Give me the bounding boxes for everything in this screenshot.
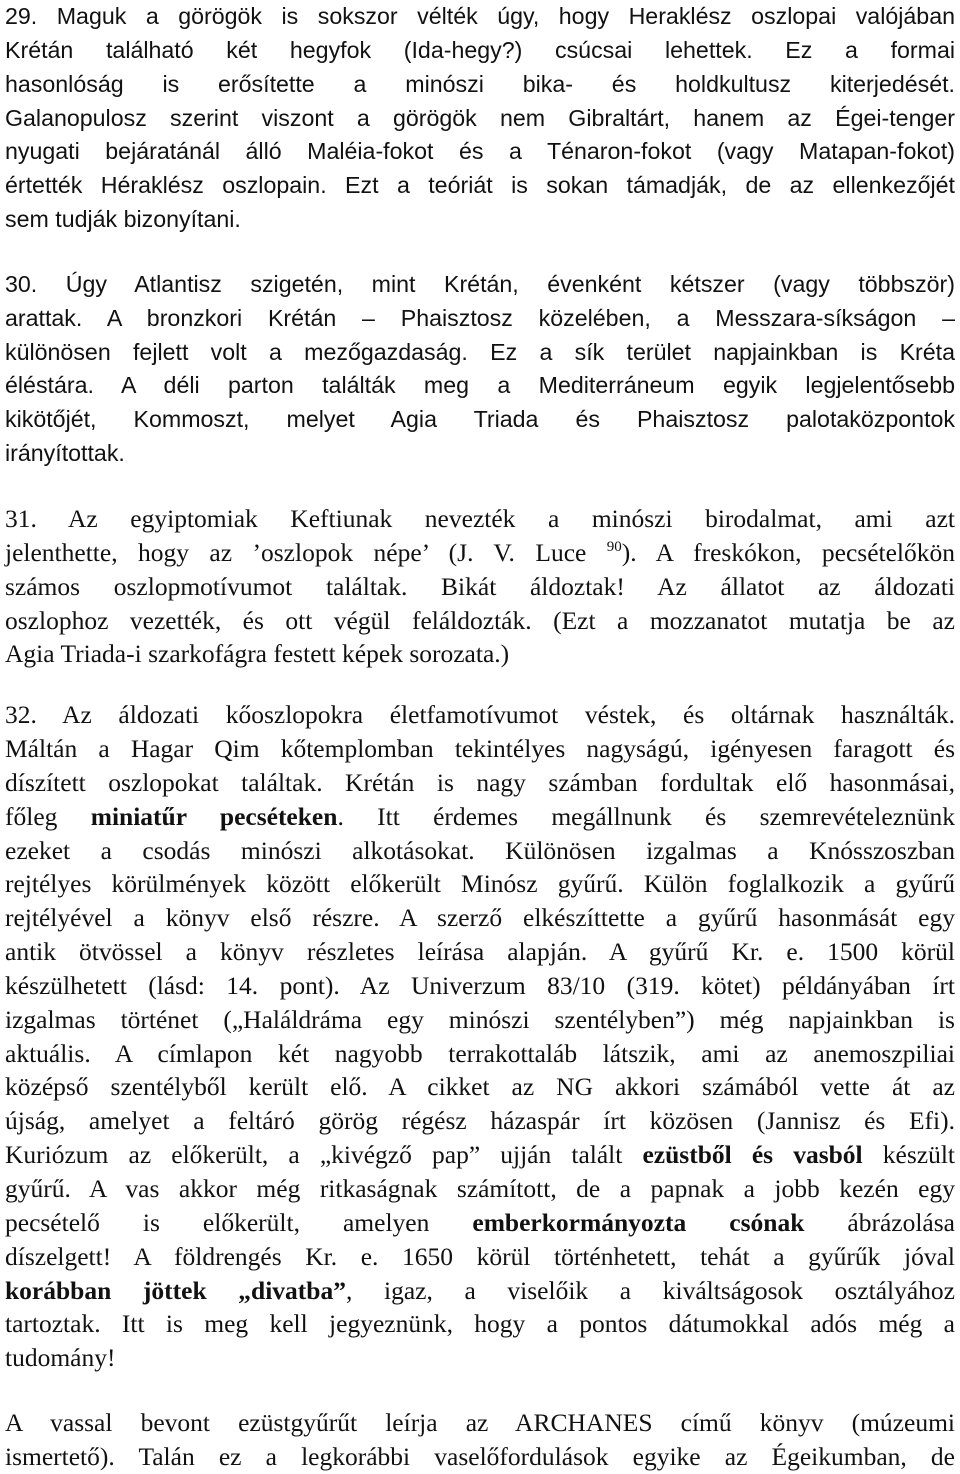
paragraph-33 — [5, 1406, 955, 1474]
paragraph-31 — [5, 502, 955, 671]
text-run: ). A freskókon, pecsételőkön — [621, 537, 955, 567]
bold-text: ezüstből és vasból — [642, 1140, 863, 1170]
text-line: tudomány! — [5, 1343, 116, 1373]
text-line: nyugati bejáratánál álló Maléia-fokot és a Ténaron-fokot (vagy Matapan-fokot) — [5, 138, 955, 165]
bold-text: korábban jöttek „divatba” — [5, 1275, 346, 1305]
text-line: antik ötvössel a könyv részletes leírása alapján. A gyűrű Kr. e. 1500 körül — [5, 937, 955, 967]
text-line: aktuális. A címlapon két nagyobb terrakottaláb látszik, ami az anemoszpiliai — [5, 1038, 955, 1068]
text-line: számos oszlopmotívumot találtak. Bikát áldoztak! Az állatot az áldozati — [5, 571, 955, 601]
text-line: ismertető). Talán ez a legkorábbi vaselőfordulások egyike az Égeikumban, de — [5, 1441, 955, 1471]
text-line: díszített oszlopokat találtak. Krétán is nagy számban fordultak elő hasonmásai, — [5, 767, 955, 797]
text-line: középső szentélyből került elő. A cikket az NG akkori számából vette át az — [5, 1072, 955, 1102]
text-line: rejtélyével a könyv első részre. A szerző elkészíttette a gyűrű hasonmását egy — [5, 903, 955, 933]
text-line: 31. Az egyiptomiak Keftiunak nevezték a minószi birodalmat, ami azt — [5, 503, 955, 533]
text-line: készülhetett (lásd: 14. pont). Az Univerzum 83/10 (319. kötet) példányában írt — [5, 970, 955, 1000]
bold-text: miniatűr pecséteken — [90, 801, 338, 831]
text-line: arattak. A bronzkori Krétán – Phaisztosz közelében, a Messzara-síkságon – — [5, 304, 955, 331]
text-run: ábrázolása — [804, 1207, 955, 1237]
text-line: 29. Maguk a görögök is sokszor vélték úgy, hogy Heraklész oszlopai valójában — [5, 3, 955, 29]
text-line: tartoztak. Itt is meg kell jegyeznünk, hogy a pontos dátumokkal adós még a — [5, 1309, 955, 1339]
text-run: jelenthette, hogy az ’oszlopok népe’ (J. V. Luce — [5, 537, 607, 567]
text-run: főleg — [5, 801, 91, 831]
text-line: oszlophoz vezették, és ott végül feláldozták. (Ezt a mozzanatot mutatja be az — [5, 605, 955, 635]
text-run: készült — [862, 1140, 956, 1170]
paragraph-gap — [5, 1375, 955, 1406]
footnote-ref: 90 — [606, 538, 622, 555]
text-line — [5, 1138, 955, 1172]
text-line — [5, 536, 955, 570]
text-line — [5, 1274, 955, 1308]
paragraph-gap — [5, 471, 955, 502]
text-line: Máltán a Hagar Qim kőtemplomban tekintélyes nagyságú, igényesen faragott és — [5, 734, 955, 764]
text-line: sem tudják bizonyítani. — [5, 206, 241, 233]
text-run: . Itt érdemes megállnunk és szemrevételeznünk — [337, 801, 955, 831]
text-run: , igaz, a viselőik a kiváltságosok osztályához — [345, 1275, 955, 1305]
text-line: rejtélyes körülmények között előkerült Minósz gyűrű. Külön foglalkozik a gyűrű — [5, 869, 955, 899]
text-line — [5, 1206, 955, 1240]
paragraph-29 — [5, 0, 955, 237]
text-line: 30. Úgy Atlantisz szigetén, mint Krétán, évenként kétszer (vagy többször) — [5, 270, 955, 297]
paragraph-gap — [5, 237, 955, 268]
text-line: Galanopulosz szerint viszont a görögök nem Gibraltárt, hanem az Égei-tenger — [5, 104, 955, 131]
text-line: díszelgett! A földrengés Kr. e. 1650 körül történhetett, tehát a gyűrűk jóval — [5, 1241, 955, 1271]
text-line: A vassal bevont ezüstgyűrűt leírja az ARCHANES című könyv (múzeumi — [5, 1408, 955, 1438]
text-line — [5, 800, 955, 834]
text-line: irányítottak. — [5, 440, 125, 467]
text-line: ezeket a csodás minószi alkotásokat. Különösen izgalmas a Knósszoszban — [5, 835, 955, 865]
text-line: Agia Triada-i szarkofágra festett képek sorozata.) — [5, 639, 510, 669]
text-run: pecsételő is előkerült, amelyen — [5, 1207, 473, 1237]
document-page — [5, 0, 955, 1474]
text-line: 32. Az áldozati kőoszlopokra életfamotívumot véstek, és oltárnak használták. — [5, 700, 955, 730]
text-line: izgalmas történet („Haláldráma egy minószi szentélyben”) még napjainkban is — [5, 1004, 955, 1034]
text-line: Krétán található két hegyfok (Ida-hegy?) csúcsai lehettek. Ez a formai — [5, 36, 955, 63]
text-line: értették Héraklész oszlopain. Ezt a teóriát is sokan támadják, de az ellenkezőjét — [5, 172, 955, 199]
bold-text: emberkormányozta csónak — [472, 1207, 805, 1237]
paragraph-30 — [5, 268, 955, 471]
text-line: éléstára. A déli parton találták meg a Mediterráneum egyik legjelentősebb — [5, 372, 955, 399]
paragraph-32 — [5, 698, 955, 1375]
text-line: gyűrű. A vas akkor még ritkaságnak számított, de a papnak a jobb kezén egy — [5, 1174, 955, 1203]
text-line: újság, amelyet a feltáró görög régész házaspár írt közösen (Jannisz és Efi). — [5, 1106, 955, 1136]
text-line: különösen fejlett volt a mezőgazdaság. Ez a sík terület napjainkban is Kréta — [5, 338, 955, 365]
text-line: kikötőjét, Kommoszt, melyet Agia Triada és Phaisztosz palotaközpontok — [5, 406, 955, 433]
text-line: hasonlóság is erősítette a minószi bika- és holdkultusz kiterjedését. — [5, 70, 955, 97]
paragraph-gap — [5, 671, 955, 698]
text-run: Kuriózum az előkerült, a „kivégző pap” ujján talált — [5, 1140, 643, 1170]
